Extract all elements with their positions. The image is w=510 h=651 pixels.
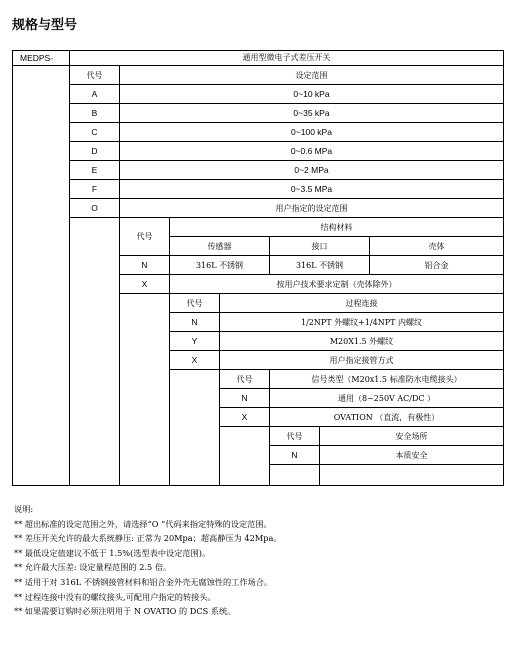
process-value: M20X1.5 外螺纹 [220,332,504,351]
note-item: ** 最低设定值建议不低于 1.5%(选型表中设定范围)。 [14,547,211,558]
range-code: E [70,161,120,180]
range-code: B [70,104,120,123]
material-header: 结构材料 [170,218,504,237]
range-header: 设定范围 [120,66,504,85]
note-item: ** 允许最大压差: 设定量程范围的 2.5 倍。 [14,562,172,573]
note-item: ** 适用于对 316L 不锈钢接管材料和铝合金外壳无腐蚀性的工作场合。 [14,576,273,587]
model-prefix: MEDPS- [12,50,70,66]
range-value: 0~2 MPa [120,161,504,180]
material-sensor-header: 传感器 [170,237,270,256]
range-value: 0~100 kPa [120,123,504,142]
note-item: ** 过程连接中没有的螺纹接头,可配用户指定的转接头。 [14,591,216,602]
range-column-blank [70,218,120,486]
range-value: 0~0.6 MPa [120,142,504,161]
note-item: ** 差压开关允许的最大系统静压: 正常为 20Mpa；超高静压为 42Mpa。 [14,533,282,544]
notes-label: 说明: [14,504,34,514]
process-value: 1/2NPT 外螺纹+1/4NPT 内螺纹 [220,313,504,332]
material-housing-header: 壳体 [370,237,504,256]
notes-section [14,502,504,619]
range-value: 0~10 kPa [120,85,504,104]
material-sensor-value: 316L 不锈钢 [170,256,270,275]
signal-column-blank [220,427,270,486]
material-housing-value: 铝合金 [370,256,504,275]
process-code-header: 代号 [170,294,220,313]
material-port-value: 316L 不锈钢 [270,256,370,275]
range-value: 0~3.5 MPa [120,180,504,199]
process-column-blank [170,370,220,486]
range-code: O [70,199,120,218]
bottom-blank [320,465,504,486]
safety-column-blank [270,465,320,486]
range-value: 0~35 kPa [120,104,504,123]
note-item: ** 超出标准的设定范围之外，请选择“O ”代码来指定特殊的设定范围。 [14,518,272,529]
product-name: 通用型微电子式差压开关 [70,50,504,66]
range-value: 用户指定的设定范围 [120,199,504,218]
page-title: 规格与型号 [12,18,78,33]
material-code: N [120,256,170,275]
model-column-blank [12,66,70,486]
process-value: 用户指定接管方式 [220,351,504,370]
signal-code: N [220,389,270,408]
range-code-header: 代号 [70,66,120,85]
range-code: D [70,142,120,161]
safety-header: 安全场所 [320,427,504,446]
safety-value: 本质安全 [320,446,504,465]
signal-header: 信号类型（M20x1.5 标准防水电缆接头） [270,370,504,389]
safety-code-header: 代号 [270,427,320,446]
process-code: X [170,351,220,370]
process-header: 过程连接 [220,294,504,313]
range-code: C [70,123,120,142]
material-port-header: 接口 [270,237,370,256]
material-code: X [120,275,170,294]
signal-code-header: 代号 [220,370,270,389]
material-column-blank [120,294,170,486]
process-code: Y [170,332,220,351]
range-code: F [70,180,120,199]
signal-code: X [220,408,270,427]
safety-code: N [270,446,320,465]
signal-value: OVATION （直流，有极性） [270,408,504,427]
note-item: ** 如果需要订购时必须注明用于 N OVATIO 的 DCS 系统。 [14,606,236,617]
process-code: N [170,313,220,332]
signal-value: 通用（8~250V AC/DC ） [270,389,504,408]
range-code: A [70,85,120,104]
material-custom-value: 按用户技术要求定制（壳体除外） [170,275,504,294]
specification-table [12,50,504,486]
material-code-header: 代号 [120,218,170,256]
